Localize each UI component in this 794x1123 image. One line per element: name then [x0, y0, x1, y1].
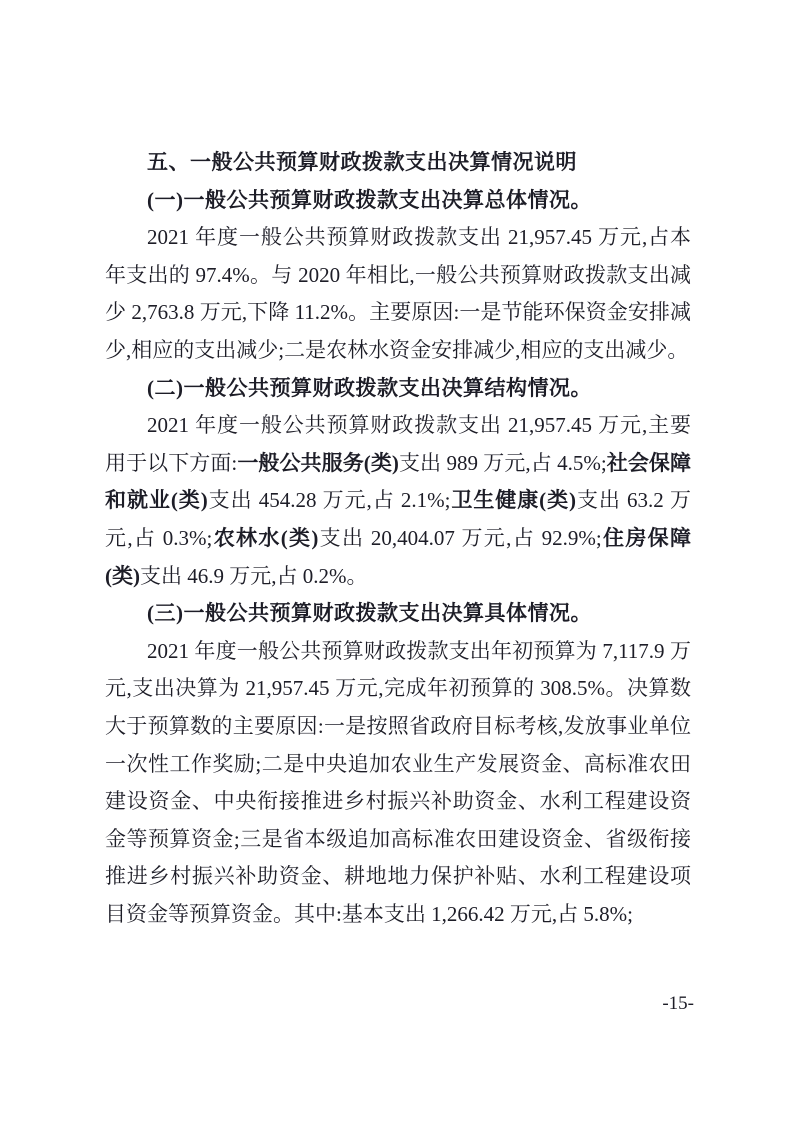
section1-heading: (一)一般公共预算财政拨款支出决算总体情况。: [147, 187, 592, 212]
section2-category-health: 卫生健康(类): [450, 488, 577, 513]
section2-value-housing-security: 支出 46.9 万元,占 0.2%。: [140, 563, 368, 588]
page-number: -15-: [662, 993, 694, 1014]
section3-heading: (三)一般公共预算财政拨款支出决算具体情况。: [147, 601, 592, 626]
section2-category-agriculture-forestry-water: 农林水(类): [212, 525, 319, 550]
document-body: [105, 144, 691, 933]
section2-category-social-security-employment: 社会保障和就业(类): [105, 450, 691, 513]
section3-paragraph: 2021 年度一般公共预算财政拨款支出年初预算为 7,117.9 万元,支出决算为 21,957.45 万元,完成年初预算的 308.5%。决算数大于预算数的主要原因:一是按照省政府目标考核,发放事业单位一次性工作奖励;二是中央追加农业生产发展资金、高标准农田建设资金、中央衔接推进乡村振兴补助资金、水利工程建设资金等预算资金;三是省本级追加高标准农田建设资金、省级衔接推进乡村振兴补助资金、耕地地力保护补贴、水利工程建设项目资金等预算资金。其中:基本支出 1,266.42 万元,占 5.8%;: [105, 638, 691, 926]
section2-paragraph: [105, 407, 691, 595]
section2-category-general-public-services: 一般公共服务(类): [237, 450, 399, 475]
section2-category-housing-security: 住房保障(类): [105, 525, 692, 588]
section1-paragraph: 2021 年度一般公共预算财政拨款支出 21,957.45 万元,占本年支出的 97.4%。与 2020 年相比,一般公共预算财政拨款支出减少 2,763.8 万元,下降 11.2%。主要原因:一是节能环保资金安排减少,相应的支出减少;二是农林水资金安排减少,相应的支出减少。: [105, 225, 691, 362]
section2-value-social-security-employment: 支出 454.28 万元,占 2.1%;: [207, 488, 451, 513]
section2-value-health: 支出 63.2 万元,占 0.3%;: [105, 488, 691, 550]
main-heading: 五、一般公共预算财政拨款支出决算情况说明: [147, 151, 577, 174]
section2-value-agriculture-forestry-water: 支出 20,404.07 万元,占 92.9%;: [318, 525, 602, 550]
section2-value-general-public-services: 支出 989 万元,占 4.5%;: [398, 450, 607, 475]
section2-run-intro: 2021 年度一般公共预算财政拨款支出 21,957.45 万元,主要用于以下方面:: [105, 413, 691, 475]
section2-heading: (二)一般公共预算财政拨款支出决算结构情况。: [147, 375, 592, 400]
